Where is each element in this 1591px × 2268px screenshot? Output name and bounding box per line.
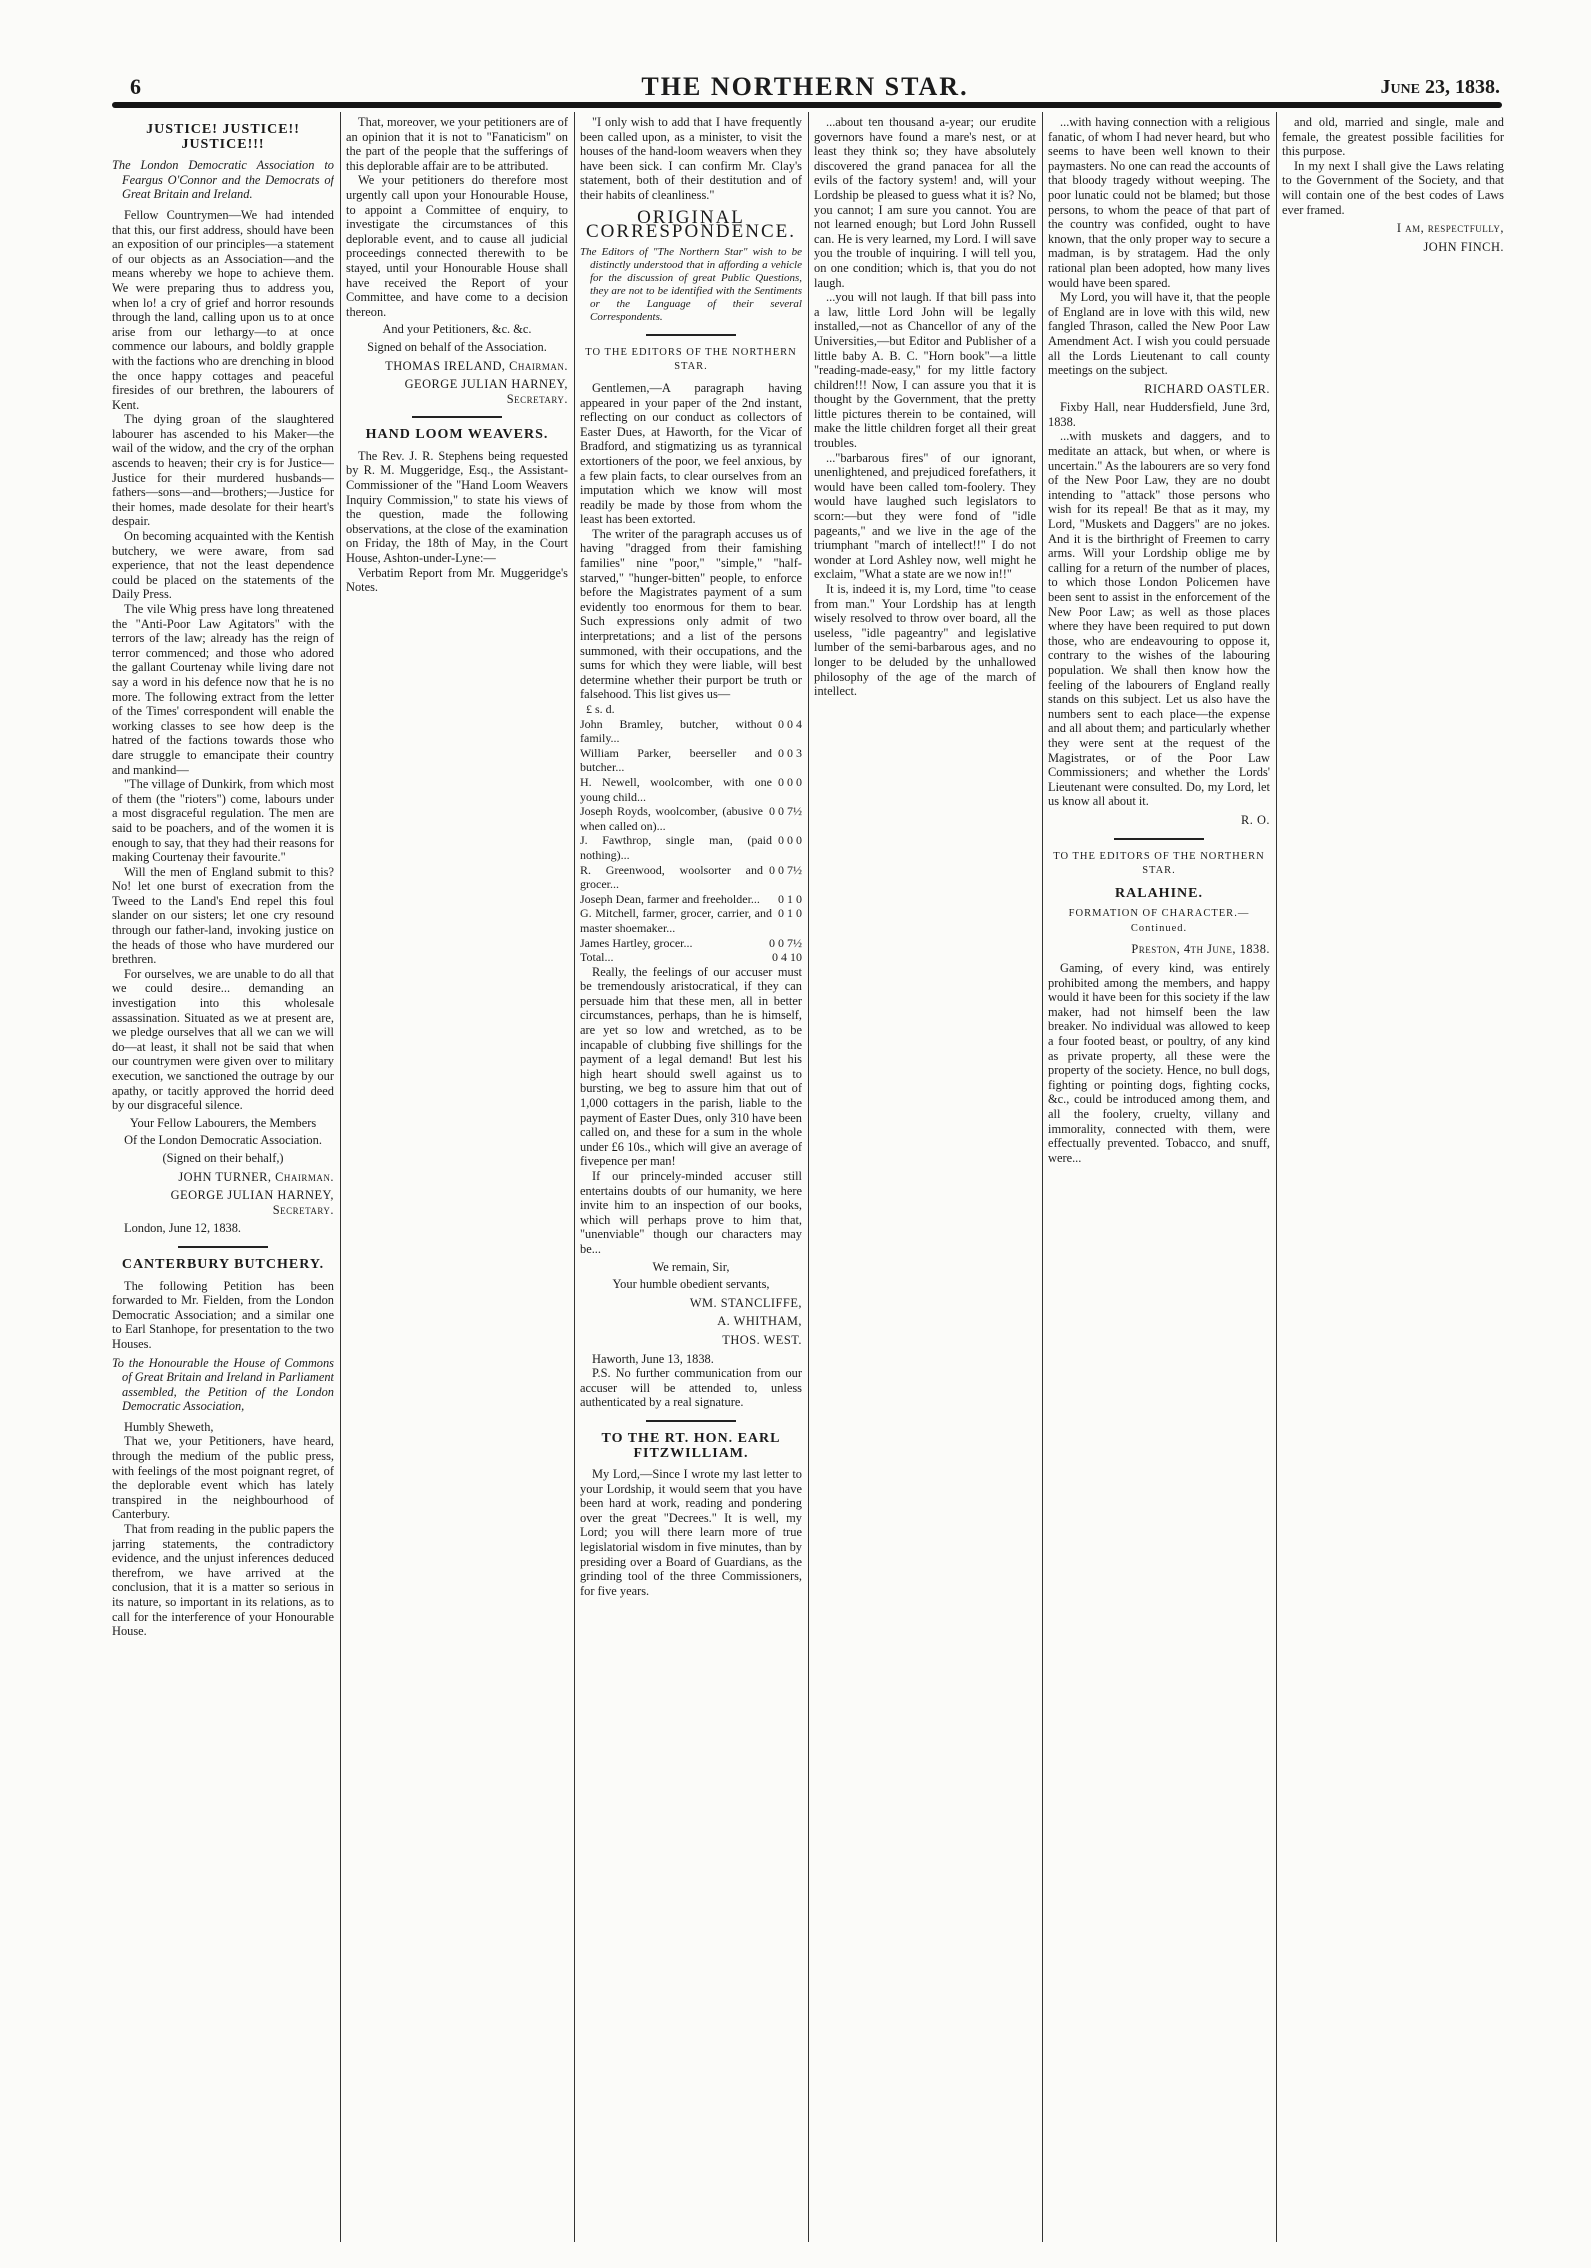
paragraph: For ourselves, we are unable to do all that we could desire... demanding an investigation into this wholesale assassination. Situated as we at present are, we pledge ourselves that all we can we will do—at least, it shall not be said that when our countrymen were given over to military execution, we sanctioned the outrage by our apathy, or tacitly approved the horrid deed by our disgraceful silence. — [112, 966, 334, 1113]
list-item-label: Joseph Royds, woolcomber, (abusive when called on)... — [580, 804, 763, 833]
masthead — [110, 68, 1500, 101]
signature: WM. STANCLIFFE, — [689, 1295, 802, 1310]
list-item — [580, 936, 802, 951]
list-item — [580, 892, 802, 907]
paragraph: Gentlemen,—A paragraph having appeared in your paper of the 2nd instant, reflecting on our conduct as collectors of Easter Dues, at Haworth, for the Vicar of Bradford, and stigmatizing us as tyrannical extortioners of the poor, we feel anxious, by a few plain facts, to clear ourselves from an imputation which we know will most readily be made by those from whom the least has been extorted. — [580, 380, 802, 527]
list-item-amount: 0 0 3 — [778, 745, 802, 760]
paragraph: ..."barbarous fires" of our ignorant, unenlightened, and prejudiced forefathers, it would have been called tom-foolery. They would have laughed such legislators to scorn:—but they were fond of "idle pageants," and we live in the age of the triumphant "march of intellect!!" I do not wonder at Lord Ashley now, well might he exclaim, "What a state are we now in!!" — [814, 450, 1036, 582]
column-2 — [346, 115, 568, 2245]
paragraph: P.S. No further communication from our accuser will be attended to, unless authenticated by a real signature. — [580, 1366, 802, 1410]
paragraph: ...you will not laugh. If that bill pass into a law, little Lord John will be legally installed,—not as Chancellor of any of the Universities,—but Editor and Publisher of a little baby A. B. C. "Horn book"—a little "reading-made-easy," for my little factory children!!! Now, I can assure you that it is thought by the Government, that the pretty little pictures therein to be contained, will make the little children forget all their great troubles. — [814, 290, 1036, 451]
paragraph: The following Petition has been forwarded to Mr. Fielden, from the London Democratic Association; and a similar one to Earl Stanhope, for presentation to the two Houses. — [112, 1278, 334, 1351]
closing-line: Your Fellow Labourers, the Members — [129, 1115, 317, 1130]
paragraph: and old, married and single, male and female, the greatest possible facilities for this purpose. — [1282, 115, 1504, 159]
section-heading: JUSTICE! JUSTICE!! JUSTICE!!! — [146, 122, 300, 152]
column-4 — [814, 115, 1036, 2245]
paragraph: London, June 12, 1838. — [124, 1221, 242, 1236]
section-divider — [412, 416, 502, 418]
section-divider — [1114, 838, 1204, 840]
list-item-label: William Parker, beerseller and butcher... — [580, 745, 772, 775]
column-rule — [340, 112, 341, 2242]
list-item-amount: 0 0 4 — [778, 716, 802, 731]
column-5 — [1048, 115, 1270, 2245]
section-heading: HAND LOOM WEAVERS. — [365, 427, 549, 443]
issue-date: June 23, 1838. — [1380, 76, 1500, 98]
list-item — [580, 804, 802, 833]
list-item — [580, 863, 802, 892]
column-rule — [574, 112, 575, 2242]
paragraph: Haworth, June 13, 1838. — [592, 1351, 714, 1366]
section-divider — [646, 334, 736, 336]
list-item-label: J. Fawthrop, single man, (paid nothing)... — [580, 833, 772, 862]
paragraph: In my next I shall give the Laws relating to the Government of the Society, and that will contain one of the best codes of Laws ever framed. — [1282, 158, 1504, 217]
paragraph: ...with muskets and daggers, and to meditate an attack, but when, or where is uncertain." As the labourers are so very fond of the New Poor Law, they are no doubt intending to "attack" those persons who wish for its repeal! Be that as it may, my Lord, "Muskets and Daggers" are no jokes. And it is the birthright of Freemen to carry arms. Will your Lordship oblige me by calling for a return of the number of places, to which those London Policemen have been sent to assist in the enforcement of the New Poor Law; as well as those places where they have been required to put down those, who are endeavouring to oppose it, contrary to the wishes of the labouring population. We shall then know how the feeling of the labourers of England really stands on this subject. Let us also have the numbers sent to each place—the expense and all about them; and particularly whether they were sent at the request of the Magistrates, or of the Poor Law Commissioners; and whether the Lords' Lieutenant were consulted. Do, my Lord, let us know all about it. — [1048, 429, 1270, 809]
paragraph: It is, indeed it is, my Lord, time "to cease from man." Your Lordship has at length wisely resolved to throw over board, all the useless, "idle pageantry" and legislative lumber of the semi-barbarous ages, and no longer to be deluded by the unhallowed philosophy of the age of the march of intellect. — [814, 582, 1036, 699]
closing-line: We remain, Sir, — [652, 1259, 730, 1274]
signature: A. WHITHAM, — [717, 1314, 802, 1329]
signature: Preston, 4th June, 1838. — [1131, 942, 1270, 957]
paragraph: That, moreover, we your petitioners are of an opinion that it is not to "Fanaticism" on the part of the people that the sufferings of this deplorable affair are to be attributed. — [346, 115, 568, 173]
signature: JOHN TURNER, Chairman. — [178, 1169, 334, 1184]
closing-line: Your humble obedient servants, — [612, 1277, 770, 1292]
signature: GEORGE JULIAN HARNEY, Secretary. — [170, 1188, 334, 1217]
paragraph: The Rev. J. R. Stephens being requested by R. M. Muggeridge, Esq., the Assistant-Commissioner of the "Hand Loom Weavers Inquiry Commission," to state his views of the question, made the following observations, at the close of the examination on Friday, the 18th of May, in the Court House, Ashton-under-Lyne:— — [346, 448, 568, 566]
masthead-rule — [112, 102, 1502, 108]
column-6 — [1282, 115, 1504, 2245]
paragraph: ...with having connection with a religious fanatic, of whom I had never heard, but who seems to have been well known to their paymasters. No one can read the accounts of that bloody tragedy without weeping. The poor lunatic could not be blamed; but those persons, to whom the peace of that part of the country was confided, ought to have known, that the only proper way to secure a madman, is by stratagem. Had the only rational plan been adopted, how many lives would have been spared. — [1048, 115, 1270, 290]
paragraph: We your petitioners do therefore most urgently call upon your Honourable House, to appoint a Committee of enquiry, to investigate the circumstances of this deplorable event, and to cause all judicial proceedings connected therewith to be stayed, until your Honourable House shall have received the Report of your Committee, and have come to a decision thereon. — [346, 173, 568, 319]
paragraph: Gaming, of every kind, was entirely prohibited among the members, and happy would it have been for this society if the law maker, had not himself been the law breaker. No individual was allowed to keep a four footed beast, or poultry, of any kind as private property, all these were the property of the society. Hence, no bull dogs, fighting or pointing dogs, fighting cocks, &c., could be introduced among them, and all the foolery, cruelty, villany and immorality, connected with them, were effectually prevented. Tobacco, and snuff, were... — [1048, 961, 1270, 1165]
subheading: TO THE EDITORS OF THE NORTHERN STAR. — [1053, 850, 1265, 877]
closing-line: Of the London Democratic Association. — [124, 1133, 322, 1148]
signature: JOHN FINCH. — [1423, 239, 1504, 254]
column-rule — [1042, 112, 1043, 2242]
page-number: 6 — [130, 74, 141, 99]
newspaper-title: THE NORTHERN STAR. — [641, 72, 969, 101]
signature: R. O. — [1240, 812, 1270, 827]
paragraph: If our princely-minded accuser still entertains doubts of our humanity, we here invite him to an inspection of our books, which will perhaps prove to him that, "unenviable" though our characters may be... — [580, 1169, 802, 1256]
list-item-amount: 0 0 7½ — [769, 862, 802, 877]
list-item-amount: 0 0 0 — [778, 774, 802, 789]
list-item — [580, 746, 802, 775]
italic-heading: To the Honourable the House of Commons of Great Britain and Ireland in Parliament assembled, the Petition of the London Democratic Association, — [112, 1355, 334, 1414]
paragraph: My Lord, you will have it, that the people of England are in love with this wild, new fangled Thrason, called the New Poor Law Amendment Act. I wish you could persuade all the Lords Lieutenant to call county meetings on the subject. — [1048, 290, 1270, 378]
paragraph: Fixby Hall, near Huddersfield, June 3rd, 1838. — [1048, 400, 1270, 429]
column-rule — [808, 112, 809, 2242]
paragraph: That we, your Petitioners, have heard, through the medium of the public press, with feelings of the most poignant regret, of the deplorable event which has lately transpired in the neighbourhood of Canterbury. — [112, 1434, 334, 1522]
paragraph: Humbly Sheweth, — [124, 1419, 214, 1434]
subheading: TO THE EDITORS OF THE NORTHERN STAR. — [585, 346, 797, 373]
section-divider — [646, 1420, 736, 1422]
list-item — [580, 775, 802, 804]
paragraph: The vile Whig press have long threatened the "Anti-Poor Law Agitators" with the terrors of the law; already has the reign of terror commenced; and those who adored the gallant Courtenay while living dare not say a word in his defence now that he is no more. The following extract from the letter of the Times' correspondent will enable the working classes to see how deep is the hatred of the factions towards those who dare struggle to emancipate their country and mankind— — [112, 602, 334, 777]
list-item-amount: 0 4 10 — [772, 950, 802, 965]
list-item-label: James Hartley, grocer... — [580, 935, 693, 950]
list-item-label: G. Mitchell, farmer, grocer, carrier, and master shoemaker... — [580, 906, 772, 935]
paragraph: Fellow Countrymen—We had intended that this, our first address, should have been an exposition of our principles—a statement of our objects as an Association—and the means whereby we hope to achieve them. We were preparing thus to address you, when lo! a cry of grief and horror resounds through the land, calling upon us to at once arise from our lethargy—to at once commence our labours, and boldly grapple with the factions who are drenching in blood the once happy cottages and peaceful firesides of our brethren, the labourers of Kent. — [112, 207, 334, 412]
paragraph: Will the men of England submit to this? No! let one burst of execration from the Tweed to the Land's End repel this foul slander on our sisters; let one cry resound through our father-land, invoking justice on the heads of those who have murdered our brethren. — [112, 864, 334, 967]
section-divider — [178, 1246, 268, 1248]
paragraph: That from reading in the public papers the jarring statements, the contradictory evidence, and the unjust inferences deduced therefrom, we have arrived at the conclusion, that it is a matter so serious in its nature, so important in its relations, as to call for the interference of your Honourable House. — [112, 1522, 334, 1639]
list-item-label: John Bramley, butcher, without family... — [580, 716, 772, 746]
paragraph: The writer of the paragraph accuses us of having "dragged from their famishing families" nine "poor," "simple," "half-starved," "hunger-bitten" people, to enforce before the Magistrates payment of a sum evidently too enormous for them to bear. Such expressions only admit of two interpretations; and a list of the persons summoned, with their occupations, and the sums for which they were liable, will best determine whether their purport be truth or falsehood. This list gives us— — [580, 526, 802, 702]
list-item-label: Total... — [580, 950, 614, 965]
list-item-amount: 0 0 7½ — [769, 935, 802, 950]
list-item — [580, 950, 802, 965]
closing-line: Signed on behalf of the Association. — [367, 339, 547, 354]
list-item — [580, 717, 802, 746]
column-rule — [1276, 112, 1277, 2242]
italic-heading: The London Democratic Association to Feargus O'Connor and the Democrats of Great Britain and Ireland. — [112, 158, 334, 202]
column-3 — [580, 115, 802, 2245]
list-item-amount: 0 1 0 — [778, 891, 802, 906]
list-item-label: H. Newell, woolcomber, with one young child... — [580, 774, 772, 804]
paragraph: ...about ten thousand a-year; our erudite governors have found a mare's nest, or at least they think so; they have absolutely discovered the grand panacea for all the evils of the factory system! and, will your Lordship be pleased to guess what it is? No, you cannot; I am sure you cannot. You are not learned enough; but Lord John Russell can. He is very learned, my Lord. I will save you the trouble of inquiring. I will tell you, on one condition; which is, that you do not laugh. — [814, 115, 1036, 290]
section-heading: ORIGINAL CORRESPONDENCE. — [586, 206, 796, 243]
signature: GEORGE JULIAN HARNEY, Secretary. — [404, 377, 568, 406]
signature: RICHARD OASTLER. — [1144, 381, 1270, 396]
section-heading: CANTERBURY BUTCHERY. — [121, 1256, 325, 1272]
paragraph: "The village of Dunkirk, from which most of them (the "rioters") come, labours under a most disgraceful regulation. The men are said to be poachers, and of the women it is enough to say, that they had their reasons for making Courtenay their favourite." — [112, 777, 334, 865]
signature: I am, respectfully, — [1396, 221, 1504, 236]
editorial-note: The Editors of "The Northern Star" wish to be distinctly understood that in affording a vehicle for the discussion of great Public Questions, they are not to be identified with the Sentiments or the Language of their several Correspondents. — [580, 245, 802, 323]
paragraph: My Lord,—Since I wrote my last letter to your Lordship, it would seem that you have been hard at work, reading and pondering over the great "Decrees." It is well, my Lord; you will there learn more of true legislatorial wisdom in five minutes, than by presiding over a Board of Guardians, as the grinding tool of the three Commissioners, for five years. — [580, 1467, 802, 1598]
paragraph: Verbatim Report from Mr. Muggeridge's Notes. — [346, 565, 568, 595]
list-item — [580, 702, 802, 717]
paragraph: On becoming acquainted with the Kentish butchery, we were aware, from sad experience, that not the least dependence could be placed on the statements of the Daily Press. — [112, 529, 334, 602]
signature: THOMAS IRELAND, Chairman. — [385, 358, 568, 373]
paragraph: Really, the feelings of our accuser must be tremendously aristocratical, if they can persuade him that these men, all in better circumstances, perhaps, than he is himself, are yet so low and wretched, as to be incapable of clubbing five shillings for the payment of a legal demand! But lest his high heart should swell against us to bursting, we beg to assure him that out of 1,000 cottagers in the parish, liable to the payment of Easter Dues, only 310 have been called on, and these for a sum in the whole under £6 10s., which will give an average of fivepence per man! — [580, 964, 802, 1169]
list-item-label: £ s. d. — [586, 702, 615, 716]
list-item-amount: 0 0 7½ — [769, 804, 802, 819]
list-item — [580, 833, 802, 862]
subheading: FORMATION OF CHARACTER.—Continued. — [1068, 908, 1250, 934]
closing-line: And your Petitioners, &c. &c. — [382, 322, 532, 337]
section-heading: TO THE RT. HON. EARL FITZWILLIAM. — [601, 1430, 781, 1461]
column-1 — [112, 115, 334, 2245]
list-item-amount: 0 0 0 — [778, 833, 802, 848]
paragraph: "I only wish to add that I have frequently been called upon, as a minister, to visit the houses of the hand-loom weavers when they have been sick. I can confirm Mr. Clay's statement, both of their destitution and of their habits of cleanliness." — [580, 115, 802, 202]
list-item-label: Joseph Dean, farmer and freeholder... — [580, 891, 760, 906]
list-item-label: R. Greenwood, woolsorter and grocer... — [580, 862, 763, 892]
signature: THOS. WEST. — [722, 1332, 802, 1347]
section-heading: RALAHINE. — [1115, 885, 1203, 901]
list-item — [580, 906, 802, 935]
closing-line: (Signed on their behalf,) — [162, 1150, 284, 1165]
list-item-amount: 0 1 0 — [778, 906, 802, 921]
paragraph: The dying groan of the slaughtered labourer has ascended to his Maker—the wail of the widow, and the cry of the orphan ascends to heaven; their cry is for Justice—Justice for their murdered husbands—fathers—sons—and—brothers;—Justice for their homes, made desolate for their heart's despair. — [112, 412, 334, 529]
